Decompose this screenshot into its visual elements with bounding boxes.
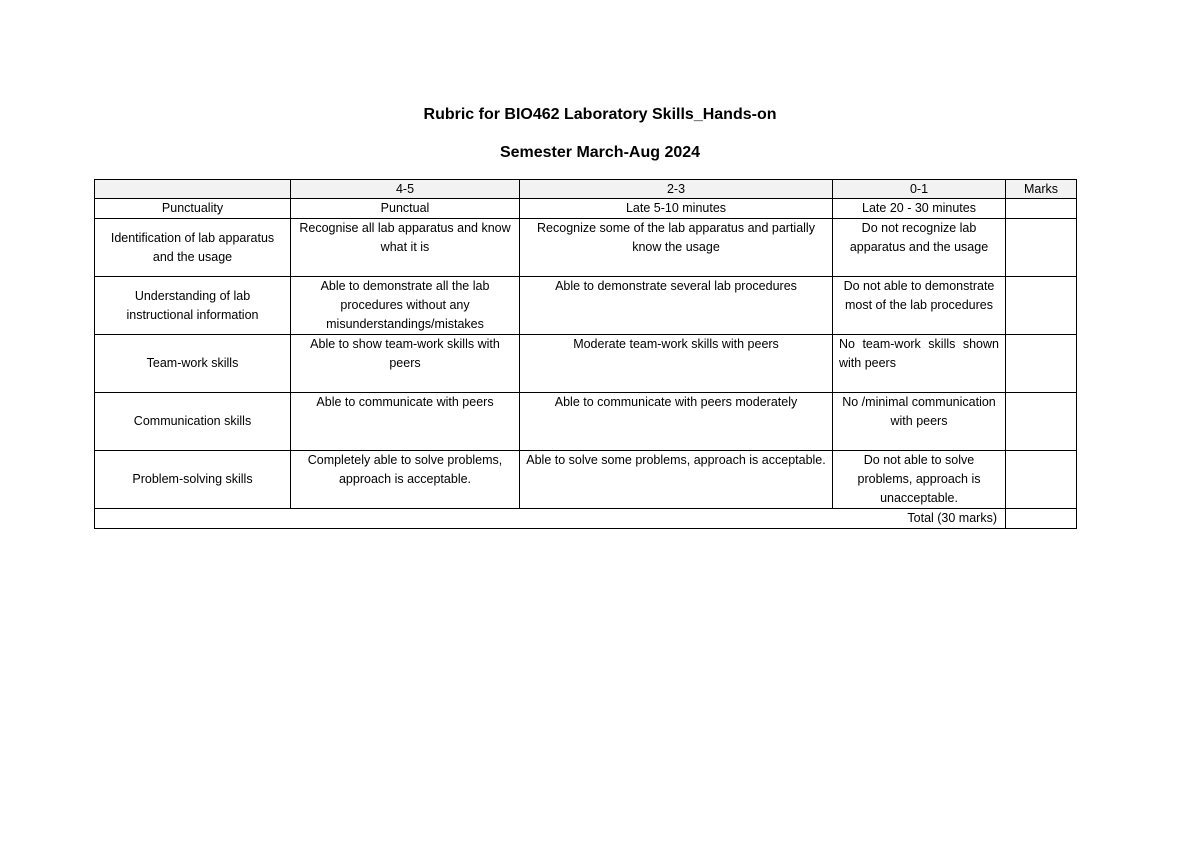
score-2-3-cell: Able to demonstrate several lab procedures bbox=[520, 277, 833, 335]
table-row bbox=[95, 335, 1077, 393]
total-marks-cell[interactable] bbox=[1006, 509, 1077, 529]
score-0-1-cell: Do not able to demonstrate most of the lab procedures bbox=[833, 277, 1006, 335]
score-2-3-cell: Able to solve some problems, approach is acceptable. bbox=[520, 451, 833, 509]
criterion-cell: Punctuality bbox=[95, 199, 291, 219]
marks-cell[interactable] bbox=[1006, 393, 1077, 451]
score-2-3-cell: Recognize some of the lab apparatus and partially know the usage bbox=[520, 219, 833, 277]
header-score-0-1: 0-1 bbox=[833, 180, 1006, 199]
header-score-2-3: 2-3 bbox=[520, 180, 833, 199]
table-header-row bbox=[95, 180, 1077, 199]
score-4-5-cell: Able to show team-work skills with peers bbox=[291, 335, 520, 393]
total-row bbox=[95, 509, 1077, 529]
document-title: Rubric for BIO462 Laboratory Skills_Hands-on bbox=[423, 106, 777, 123]
score-0-1-cell: No /minimal communication with peers bbox=[833, 393, 1006, 451]
score-4-5-cell: Punctual bbox=[291, 199, 520, 219]
criterion-cell: Understanding of lab instructional information bbox=[95, 277, 291, 335]
document-subtitle: Semester March-Aug 2024 bbox=[499, 144, 701, 161]
score-4-5-cell: Able to demonstrate all the lab procedures without any misunderstandings/mistakes bbox=[291, 277, 520, 335]
marks-cell[interactable] bbox=[1006, 335, 1077, 393]
marks-cell[interactable] bbox=[1006, 219, 1077, 277]
score-2-3-cell: Able to communicate with peers moderately bbox=[520, 393, 833, 451]
score-0-1-cell: Late 20 - 30 minutes bbox=[833, 199, 1006, 219]
score-4-5-cell: Completely able to solve problems, approach is acceptable. bbox=[291, 451, 520, 509]
table-row bbox=[95, 219, 1077, 277]
score-0-1-cell: No team-work skills shown with peers bbox=[833, 335, 1006, 393]
header-score-4-5: 4-5 bbox=[291, 180, 520, 199]
header-criterion bbox=[95, 180, 291, 199]
score-2-3-cell: Moderate team-work skills with peers bbox=[520, 335, 833, 393]
table-row bbox=[95, 199, 1077, 219]
criterion-cell: Team-work skills bbox=[95, 335, 291, 393]
score-4-5-cell: Able to communicate with peers bbox=[291, 393, 520, 451]
score-2-3-cell: Late 5-10 minutes bbox=[520, 199, 833, 219]
total-label: Total (30 marks) bbox=[95, 509, 1006, 529]
score-0-1-cell: Do not able to solve problems, approach is unacceptable. bbox=[833, 451, 1006, 509]
criterion-cell: Identification of lab apparatus and the usage bbox=[95, 219, 291, 277]
score-0-1-cell: Do not recognize lab apparatus and the usage bbox=[833, 219, 1006, 277]
marks-cell[interactable] bbox=[1006, 451, 1077, 509]
criterion-cell: Communication skills bbox=[95, 393, 291, 451]
table-row bbox=[95, 277, 1077, 335]
score-4-5-cell: Recognise all lab apparatus and know what it is bbox=[291, 219, 520, 277]
criterion-cell: Problem-solving skills bbox=[95, 451, 291, 509]
header-marks: Marks bbox=[1006, 180, 1077, 199]
rubric-table bbox=[94, 179, 1077, 529]
marks-cell[interactable] bbox=[1006, 199, 1077, 219]
table-row bbox=[95, 393, 1077, 451]
marks-cell[interactable] bbox=[1006, 277, 1077, 335]
table-row bbox=[95, 451, 1077, 509]
